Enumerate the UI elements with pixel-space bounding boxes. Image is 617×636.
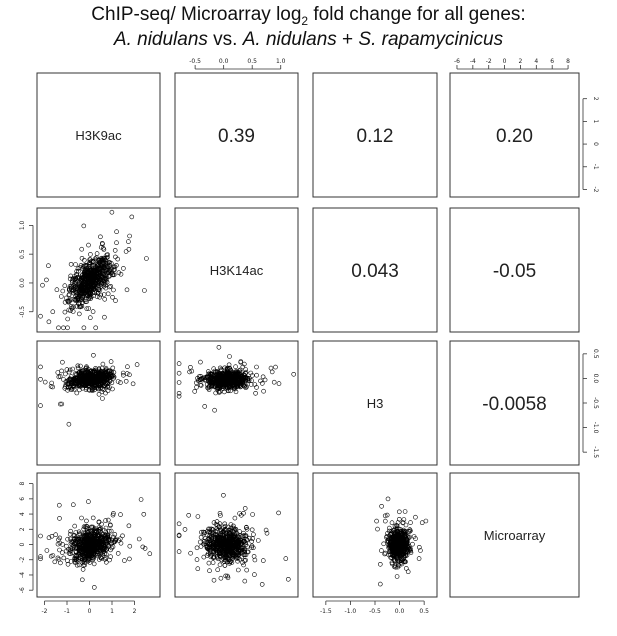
scatter-point xyxy=(135,363,139,367)
scatter-point xyxy=(110,210,114,214)
scatter-point xyxy=(195,558,199,562)
scatter-point xyxy=(127,557,131,561)
scatter-point xyxy=(208,569,212,573)
tick-label: -1.5 xyxy=(592,446,599,459)
scatter-point xyxy=(255,373,259,377)
scatter-point xyxy=(92,585,96,589)
scatter-point xyxy=(375,519,379,523)
scatter-point xyxy=(41,283,45,287)
tick-label: 2 xyxy=(518,58,523,65)
title-subscript: 2 xyxy=(301,13,309,28)
tick-label: 2 xyxy=(132,608,137,615)
scatter-point xyxy=(139,498,143,502)
diagonal-variable-label: Microarray xyxy=(483,528,546,543)
scatter-point xyxy=(223,522,227,526)
scatter-point xyxy=(183,527,187,531)
scatter-point xyxy=(255,365,259,369)
scatter-point xyxy=(109,360,113,364)
scatter-point xyxy=(424,519,428,523)
tick-label: -0.5 xyxy=(592,397,599,409)
correlation-label: 0.12 xyxy=(356,126,394,147)
scatter-point xyxy=(113,255,117,259)
tick-label: -2 xyxy=(41,608,48,615)
scatter-point xyxy=(45,549,49,553)
scatter-point xyxy=(66,317,70,321)
scatter-point xyxy=(261,375,265,379)
panel-frame xyxy=(175,341,298,465)
tick-label: -1 xyxy=(592,163,599,170)
panel-frame xyxy=(37,473,160,597)
scatter-point xyxy=(47,320,51,324)
scatter-point xyxy=(80,247,84,251)
scatter-point xyxy=(69,274,73,278)
scatter-point xyxy=(44,278,48,282)
tick-label: 0.0 xyxy=(19,278,26,288)
title-text-part: vs. xyxy=(207,29,243,50)
scatter-point xyxy=(252,554,256,558)
scatter-point xyxy=(406,570,410,574)
correlation-label: 0.39 xyxy=(218,126,255,147)
scatter-point xyxy=(383,519,387,523)
scatter-point xyxy=(397,510,401,514)
scatter-point xyxy=(80,578,84,582)
scatter-point xyxy=(196,567,200,571)
scatter-point xyxy=(116,257,120,261)
scatter-point xyxy=(252,573,256,577)
scatter-point xyxy=(106,292,110,296)
scatter-point xyxy=(233,516,237,520)
tick-label: 0.5 xyxy=(592,349,599,359)
tick-label: 6 xyxy=(550,58,555,65)
scatter-point xyxy=(84,519,88,523)
scatter-point xyxy=(193,389,197,393)
tick-label: -1 xyxy=(64,608,70,615)
tick-label: 0.5 xyxy=(419,608,429,615)
scatter-point xyxy=(81,567,85,571)
scatter-point xyxy=(212,578,216,582)
scatter-point xyxy=(46,264,50,268)
scatter-point xyxy=(195,385,199,389)
scatter-point xyxy=(262,389,266,393)
tick-label: 0.5 xyxy=(19,249,26,259)
scatter-point xyxy=(39,377,43,381)
scatter-point xyxy=(256,539,260,543)
tick-label: 8 xyxy=(19,481,26,486)
scatter-point xyxy=(128,234,132,238)
scatter-point xyxy=(243,506,247,510)
scatter-point xyxy=(88,316,92,320)
scatter-point xyxy=(242,563,246,567)
scatter-point xyxy=(137,537,141,541)
tick-label: 4 xyxy=(534,58,539,65)
tick-label: 1.0 xyxy=(275,58,286,65)
title-species-italic: S. rapamycinicus xyxy=(358,29,504,50)
title-species-italic: A. nidulans xyxy=(242,29,337,50)
scatter-point xyxy=(57,503,61,507)
scatter-point xyxy=(103,297,107,301)
scatter-point xyxy=(270,370,274,374)
scatter-point xyxy=(198,540,202,544)
scatter-point xyxy=(379,549,383,553)
scatter-point xyxy=(115,241,119,245)
scatter-point xyxy=(54,533,58,537)
scatter-point xyxy=(91,310,95,314)
scatter-point xyxy=(43,380,47,384)
scatter-point xyxy=(56,371,60,375)
scatter-point xyxy=(62,556,66,560)
scatter-point xyxy=(386,497,390,501)
scatter-point xyxy=(111,366,115,370)
scatter-point xyxy=(71,367,75,371)
scatter-point xyxy=(39,534,43,538)
scatter-point xyxy=(420,521,424,525)
scatter-point xyxy=(243,579,247,583)
scatter-point xyxy=(59,295,63,299)
scatter-point xyxy=(60,369,64,373)
scatter-point xyxy=(67,422,71,426)
correlation-label: 0.20 xyxy=(496,126,533,147)
tick-label: 0.0 xyxy=(394,608,405,615)
tick-label: -0.5 xyxy=(19,305,26,318)
correlation-label: 0.043 xyxy=(351,261,399,282)
scatter-point xyxy=(286,577,290,581)
title-text-part: + xyxy=(336,29,359,50)
scatter-point xyxy=(63,284,67,288)
scatter-point xyxy=(207,561,211,565)
scatter-point xyxy=(260,582,264,586)
scatter-point xyxy=(111,288,115,292)
scatter-point xyxy=(213,408,217,412)
scatter-point xyxy=(403,510,407,514)
scatter-point xyxy=(119,513,123,517)
scatter-point xyxy=(66,537,70,541)
tick-label: -0.5 xyxy=(369,608,381,615)
scatter-point xyxy=(119,541,123,545)
scatter-point xyxy=(382,542,386,546)
labels-layer xyxy=(75,126,546,543)
scatter-point xyxy=(58,374,62,378)
tick-label: 0.5 xyxy=(247,58,257,65)
scatter-point xyxy=(53,560,57,564)
scatter-point xyxy=(66,562,70,566)
scatter-point xyxy=(69,262,73,266)
scatter-point xyxy=(417,557,421,561)
scatter-point xyxy=(55,288,59,292)
scatter-point xyxy=(65,559,69,563)
scatter-point xyxy=(217,345,221,349)
scatter-point xyxy=(187,513,191,517)
panel-frame xyxy=(37,341,160,465)
scatter-point xyxy=(91,516,95,520)
title-species-italic: A. nidulans xyxy=(113,29,208,50)
scatter-point xyxy=(104,519,108,523)
scatter-point xyxy=(196,515,200,519)
tick-label: 1 xyxy=(110,608,114,615)
scatter-point xyxy=(254,391,258,395)
scatter-point xyxy=(80,516,84,520)
scatter-point xyxy=(177,371,181,375)
title-text-part: fold change for all genes: xyxy=(308,4,526,25)
tick-label: 8 xyxy=(566,58,570,65)
tick-label: 2 xyxy=(19,527,26,532)
scatter-point xyxy=(177,381,181,385)
scatter-point xyxy=(92,562,96,566)
scatter-point xyxy=(60,551,64,555)
scatter-point xyxy=(125,288,129,292)
tick-label: -6 xyxy=(453,58,460,65)
scatter-point xyxy=(118,381,122,385)
tick-label: -0.5 xyxy=(189,58,201,65)
tick-label: 1.0 xyxy=(19,220,26,231)
tick-label: -2 xyxy=(485,58,492,65)
scatter-point xyxy=(142,512,146,516)
scatter-point xyxy=(74,263,78,267)
scatter-point xyxy=(115,230,119,234)
scatter-point xyxy=(380,504,384,508)
scatter-point xyxy=(71,503,75,507)
scatter-point xyxy=(63,372,67,376)
scatter-point xyxy=(73,524,77,528)
diagonal-variable-label: H3 xyxy=(366,396,384,411)
scatter-point xyxy=(63,310,67,314)
scatter-point xyxy=(228,355,232,359)
scatter-point xyxy=(216,568,220,572)
scatter-point xyxy=(39,404,43,408)
scatter-point xyxy=(57,326,61,330)
scatter-point xyxy=(94,326,98,330)
tick-label: -1.5 xyxy=(319,608,332,615)
scatter-point xyxy=(142,289,146,293)
scatter-point xyxy=(148,552,152,556)
tick-label: -1.0 xyxy=(344,608,357,615)
tick-label: -2 xyxy=(19,556,26,563)
scatter-point xyxy=(223,564,227,568)
scatter-point xyxy=(251,533,255,537)
scatter-point xyxy=(116,551,120,555)
scatter-point xyxy=(121,266,125,270)
scatter-point xyxy=(211,561,215,565)
scatter-point xyxy=(269,366,273,370)
scatter-point xyxy=(250,528,254,532)
scatter-point xyxy=(113,532,117,536)
scatter-point xyxy=(62,378,66,382)
tick-label: 0 xyxy=(19,542,26,547)
tick-label: 0 xyxy=(592,142,599,146)
scatter-point xyxy=(91,353,95,357)
scatter-point xyxy=(236,568,240,572)
scatter-point xyxy=(274,365,278,369)
scatter-point xyxy=(111,295,115,299)
scatter-point xyxy=(51,310,55,314)
scatter-point xyxy=(127,247,131,251)
tick-label: -6 xyxy=(19,587,26,594)
panel-frame xyxy=(313,473,437,597)
scatter-point xyxy=(122,559,126,563)
scatter-point xyxy=(106,518,110,522)
scatter-point xyxy=(130,215,134,219)
scatter-point xyxy=(177,522,181,526)
scatter-point xyxy=(199,535,203,539)
scatter-point xyxy=(277,382,281,386)
scatter-point xyxy=(284,557,288,561)
scatter-point xyxy=(69,529,73,533)
title-text-part: ChIP-seq/ Microarray log xyxy=(91,4,302,25)
tick-label: -4 xyxy=(469,58,476,65)
scatter-point xyxy=(413,515,417,519)
diagonal-variable-label: H3K9ac xyxy=(75,128,122,143)
scatter-point xyxy=(131,382,135,386)
scatter-point xyxy=(114,299,118,303)
scatter-point xyxy=(58,516,62,520)
scatter-point xyxy=(60,360,64,364)
scatter-point xyxy=(177,362,181,366)
scatter-point xyxy=(395,575,399,579)
scatter-point xyxy=(198,360,202,364)
scatter-point xyxy=(116,380,120,384)
scatter-point xyxy=(199,545,203,549)
scatter-point xyxy=(221,493,225,497)
scatter-point xyxy=(108,285,112,289)
scatter-point xyxy=(177,550,181,554)
scatter-point xyxy=(292,372,296,376)
scatter-point xyxy=(86,500,90,504)
correlation-label: -0.05 xyxy=(492,261,537,282)
scatter-point xyxy=(125,365,129,369)
tick-label: -2 xyxy=(592,186,599,193)
scatter-point xyxy=(128,544,132,548)
scatter-point xyxy=(102,315,106,319)
tick-label: 0 xyxy=(87,608,92,615)
scatter-point xyxy=(188,365,192,369)
scatter-point xyxy=(121,534,125,538)
scatter-point xyxy=(390,521,394,525)
scatter-point xyxy=(245,568,249,572)
scatter-point xyxy=(39,314,43,318)
scatter-point xyxy=(144,257,148,261)
scatter-point xyxy=(98,235,102,239)
tick-label: 2 xyxy=(592,96,599,101)
tick-label: 0.0 xyxy=(218,58,229,65)
scatter-point xyxy=(234,365,238,369)
tick-label: 4 xyxy=(19,512,26,516)
scatter-point xyxy=(404,523,408,527)
tick-label: 6 xyxy=(19,496,26,501)
scatter-point xyxy=(82,326,86,330)
scatter-point xyxy=(272,380,276,384)
scatter-point xyxy=(203,404,207,408)
correlation-label: -0.0058 xyxy=(482,394,547,415)
scatter-point xyxy=(126,240,130,244)
scatter-point xyxy=(87,243,91,247)
scatter-point xyxy=(124,379,128,383)
tick-label: 0 xyxy=(502,58,507,65)
scatter-point xyxy=(113,248,117,252)
scatter-point xyxy=(195,546,199,550)
scatter-point xyxy=(101,362,105,366)
tick-label: -4 xyxy=(19,571,26,578)
tick-label: 1 xyxy=(592,119,599,124)
scatter-point xyxy=(127,524,131,528)
scatter-point xyxy=(409,521,413,525)
scatter-point xyxy=(219,576,223,580)
tick-label: -1.0 xyxy=(592,421,599,434)
scatter-point xyxy=(177,391,181,395)
diagonal-variable-label: H3K14ac xyxy=(209,263,264,278)
scatter-point xyxy=(77,312,81,316)
scatter-point xyxy=(251,513,255,517)
scatter-point xyxy=(124,250,128,254)
scatter-point xyxy=(277,511,281,515)
scatter-point xyxy=(218,563,222,567)
scatter-point xyxy=(82,224,86,228)
scatter-point xyxy=(88,252,92,256)
panels-layer xyxy=(37,73,579,597)
scatter-point xyxy=(378,582,382,586)
scatter-point xyxy=(121,371,125,375)
scatter-point xyxy=(378,562,382,566)
scatter-point xyxy=(189,551,193,555)
scatter-point xyxy=(97,392,101,396)
scatter-point xyxy=(95,252,99,256)
scatter-point xyxy=(39,365,43,369)
scatter-point xyxy=(261,559,265,563)
scatter-point xyxy=(61,289,65,293)
scatter-point xyxy=(61,326,65,330)
scatter-point xyxy=(376,527,380,531)
scatter-point xyxy=(66,326,70,330)
scatter-point xyxy=(100,397,104,401)
tick-label: 0.0 xyxy=(592,373,599,384)
